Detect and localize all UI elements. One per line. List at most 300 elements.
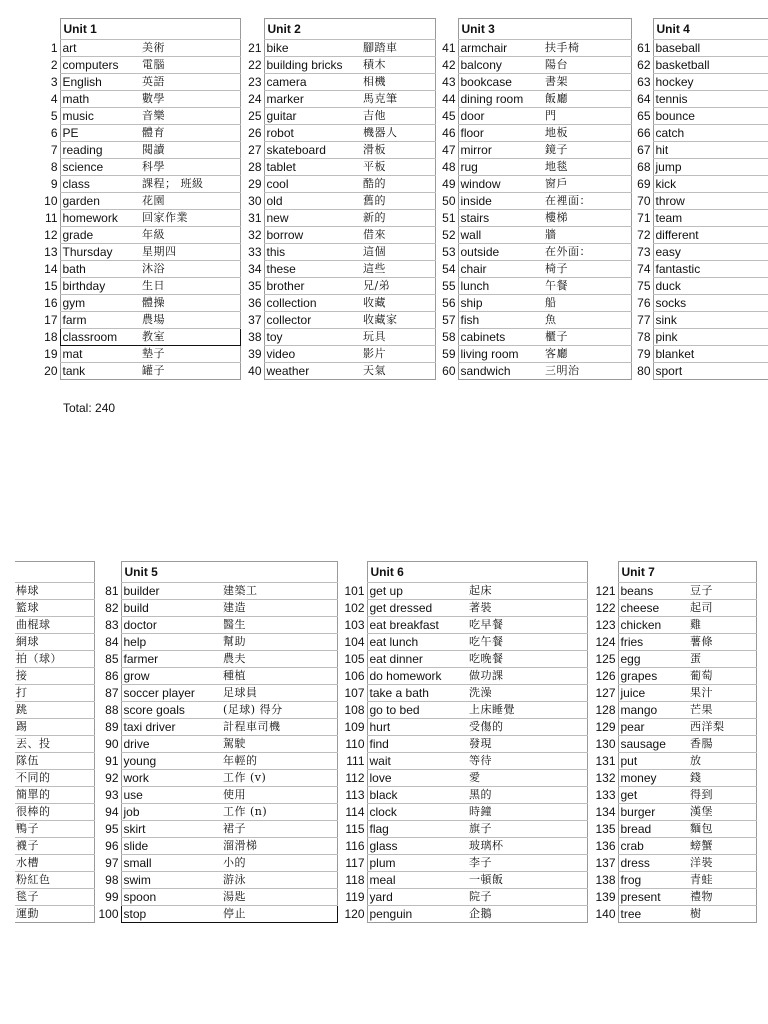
english-word: marker: [264, 91, 361, 108]
english-word: basketball: [653, 57, 768, 74]
english-word: drive: [121, 736, 221, 753]
row-number: 51: [442, 211, 456, 225]
english-word: math: [60, 91, 140, 108]
row-number: 71: [637, 211, 651, 225]
vocab-row: [343, 736, 587, 753]
english-word: egg: [618, 651, 688, 668]
row-number: 56: [442, 296, 456, 310]
row-number: 54: [442, 262, 456, 276]
english-word: this: [264, 244, 361, 261]
vocab-row: [590, 736, 756, 753]
english-word: jump: [653, 159, 768, 176]
row-number: 19: [44, 347, 58, 361]
unit-title: Unit 5: [121, 562, 337, 583]
vocab-row: [38, 312, 240, 329]
english-word: collection: [264, 295, 361, 312]
vocab-row: [242, 295, 435, 312]
row-number: 108: [344, 703, 365, 717]
vocab-row: [343, 702, 587, 719]
row-number: 82: [105, 601, 119, 615]
row-number: 78: [637, 330, 651, 344]
chinese-translation: 吃午餐: [467, 634, 587, 651]
row-number: 131: [595, 754, 616, 768]
english-word: dress: [618, 855, 688, 872]
chinese-translation: 星期四: [140, 244, 240, 261]
vocab-table: [242, 18, 436, 380]
chinese-translation: 相機: [361, 74, 435, 91]
english-word: inside: [458, 193, 543, 210]
row-number: 121: [595, 584, 616, 598]
row-number: 127: [595, 686, 616, 700]
row-number: 81: [105, 584, 119, 598]
vocab-row: [242, 74, 435, 91]
chinese-translation: 洗澡: [467, 685, 587, 702]
vocab-row: [343, 685, 587, 702]
vocab-row: [343, 787, 587, 804]
row-number: 76: [637, 296, 651, 310]
english-word: collector: [264, 312, 361, 329]
row-number: 58: [442, 330, 456, 344]
chinese-translation: 平板: [361, 159, 435, 176]
row-number: 120: [344, 907, 365, 921]
english-word: clock: [367, 804, 467, 821]
header-spacer: [15, 562, 95, 583]
vocab-row: [38, 193, 240, 210]
vocab-row: [242, 142, 435, 159]
vocab-row: [15, 719, 95, 736]
row-number: 15: [44, 279, 58, 293]
row-number: 110: [345, 737, 365, 751]
vocab-row: [590, 685, 756, 702]
row-number: 21: [248, 41, 262, 55]
row-number: 12: [44, 228, 58, 242]
vocab-row: [631, 295, 768, 312]
vocab-row: [343, 821, 587, 838]
row-number: 86: [105, 669, 119, 683]
row-number: 13: [44, 245, 58, 259]
vocab-row: [631, 329, 768, 346]
chinese-translation: 窗戶: [543, 176, 631, 193]
english-word: glass: [367, 838, 467, 855]
chinese-translation: 吃早餐: [467, 617, 587, 634]
row-number: 117: [345, 856, 365, 870]
row-number: 29: [248, 177, 262, 191]
chinese-translation: 漢堡: [688, 804, 756, 821]
header-spacer: [590, 562, 618, 583]
english-word: flag: [367, 821, 467, 838]
chinese-translation: 網球: [15, 634, 95, 651]
english-word: reading: [60, 142, 140, 159]
row-number: 97: [105, 856, 119, 870]
vocab-row: [590, 668, 756, 685]
chinese-translation: 受傷的: [467, 719, 587, 736]
chinese-translation: 音樂: [140, 108, 240, 125]
row-number: 96: [105, 839, 119, 853]
chinese-translation: 運動: [15, 906, 95, 923]
english-word: take a bath: [367, 685, 467, 702]
vocab-row: [97, 821, 337, 838]
row-number: 45: [442, 109, 456, 123]
english-word: crab: [618, 838, 688, 855]
english-word: burger: [618, 804, 688, 821]
vocab-row: [436, 346, 631, 363]
chinese-translation: 課程； 班級: [140, 176, 240, 193]
vocab-row: [242, 346, 435, 363]
english-word: taxi driver: [121, 719, 221, 736]
vocab-row: [590, 838, 756, 855]
vocab-row: [436, 74, 631, 91]
vocab-row: [242, 57, 435, 74]
vocab-row: [631, 193, 768, 210]
chinese-translation: 年級: [140, 227, 240, 244]
vocab-row: [436, 278, 631, 295]
vocab-row: [97, 651, 337, 668]
vocab-row: [590, 719, 756, 736]
vocab-row: [15, 685, 95, 702]
row-number: 23: [248, 75, 262, 89]
vocab-row: [631, 125, 768, 142]
chinese-translation: 在裡面：: [543, 193, 631, 210]
row-number: 20: [44, 364, 58, 378]
row-number: 36: [248, 296, 262, 310]
english-word: mango: [618, 702, 688, 719]
vocab-row: [590, 617, 756, 634]
vocab-row: [15, 702, 95, 719]
row-number: 48: [442, 160, 456, 174]
chinese-translation: 薯條: [688, 634, 756, 651]
english-word: bike: [264, 40, 361, 57]
chinese-translation: 等待: [467, 753, 587, 770]
vocab-row: [97, 753, 337, 770]
chinese-translation: 西洋梨: [688, 719, 756, 736]
english-word: floor: [458, 125, 543, 142]
chinese-translation: 毯子: [15, 889, 95, 906]
chinese-translation: 教室: [140, 329, 240, 346]
row-number: 133: [595, 788, 616, 802]
row-number: 91: [105, 754, 119, 768]
row-number: 22: [248, 58, 262, 72]
vocab-row: [590, 770, 756, 787]
row-number: 139: [595, 890, 616, 904]
english-word: different: [653, 227, 768, 244]
english-word: socks: [653, 295, 768, 312]
english-word: wait: [367, 753, 467, 770]
vocab-row: [631, 227, 768, 244]
chinese-translation: 時鐘: [467, 804, 587, 821]
english-word: soccer player: [121, 685, 221, 702]
vocab-row: [97, 804, 337, 821]
chinese-translation: 襪子: [15, 838, 95, 855]
english-word: farmer: [121, 651, 221, 668]
vocab-row: [590, 634, 756, 651]
english-word: camera: [264, 74, 361, 91]
row-number: 67: [637, 143, 651, 157]
chinese-translation: 借來: [361, 227, 435, 244]
row-number: 116: [345, 839, 365, 853]
vocab-row: [343, 719, 587, 736]
english-word: cool: [264, 176, 361, 193]
row-number: 53: [442, 245, 456, 259]
chinese-translation: 魚: [543, 312, 631, 329]
chinese-translation: 小的: [221, 855, 337, 872]
chinese-translation: 收藏家: [361, 312, 435, 329]
english-word: find: [367, 736, 467, 753]
english-word: get up: [367, 583, 467, 600]
english-word: juice: [618, 685, 688, 702]
unit-4-translations-cut: [15, 561, 95, 923]
header-spacer: [38, 19, 60, 40]
chinese-translation: 黑的: [467, 787, 587, 804]
chinese-translation: 上床睡覺: [467, 702, 587, 719]
vocab-row: [242, 91, 435, 108]
vocab-row: [38, 91, 240, 108]
english-word: garden: [60, 193, 140, 210]
chinese-translation: 踢: [15, 719, 95, 736]
english-word: team: [653, 210, 768, 227]
vocab-row: [343, 668, 587, 685]
row-number: 26: [248, 126, 262, 140]
english-word: help: [121, 634, 221, 651]
vocab-row: [343, 872, 587, 889]
vocab-row: [436, 40, 631, 57]
vocab-row: [242, 329, 435, 346]
row-number: 77: [637, 313, 651, 327]
english-word: bounce: [653, 108, 768, 125]
english-word: balcony: [458, 57, 543, 74]
vocab-row: [242, 193, 435, 210]
vocab-row: [97, 736, 337, 753]
chinese-translation: 舊的: [361, 193, 435, 210]
unit-title: Unit 2: [264, 19, 435, 40]
row-number: 49: [442, 177, 456, 191]
vocab-row: [242, 363, 435, 380]
vocab-row: [590, 787, 756, 804]
row-number: 32: [248, 228, 262, 242]
chinese-translation: 愛: [467, 770, 587, 787]
chinese-translation: 機器人: [361, 125, 435, 142]
row-number: 40: [248, 364, 262, 378]
chinese-translation: 駕駛: [221, 736, 337, 753]
vocab-row: [590, 600, 756, 617]
chinese-translation: 天氣: [361, 363, 435, 380]
chinese-translation: 三明治: [543, 363, 631, 380]
row-number: 57: [442, 313, 456, 327]
vocab-row: [38, 363, 240, 380]
vocab-row: [343, 753, 587, 770]
row-number: 8: [50, 160, 58, 174]
vocab-row: [15, 889, 95, 906]
english-word: stairs: [458, 210, 543, 227]
english-word: get dressed: [367, 600, 467, 617]
row-number: 111: [346, 754, 365, 768]
row-number: 25: [248, 109, 262, 123]
vocab-row: [590, 872, 756, 889]
english-word: love: [367, 770, 467, 787]
row-number: 39: [248, 347, 262, 361]
vocab-row: [631, 278, 768, 295]
vocab-row: [97, 600, 337, 617]
vocab-row: [343, 889, 587, 906]
english-word: building bricks: [264, 57, 361, 74]
row-number: 122: [595, 601, 616, 615]
vocab-row: [590, 889, 756, 906]
vocab-row: [343, 600, 587, 617]
row-number: 43: [442, 75, 456, 89]
unit-2-table: [242, 18, 436, 380]
vocab-row: [38, 295, 240, 312]
chinese-translation: 錢: [688, 770, 756, 787]
vocab-row: [343, 651, 587, 668]
vocab-row: [343, 838, 587, 855]
vocab-row: [15, 838, 95, 855]
chinese-translation: 棒球: [15, 583, 95, 600]
english-word: outside: [458, 244, 543, 261]
vocab-row: [15, 583, 95, 600]
row-number: 74: [637, 262, 651, 276]
english-word: toy: [264, 329, 361, 346]
row-number: 115: [345, 822, 365, 836]
chinese-translation: 樓梯: [543, 210, 631, 227]
chinese-translation: 丟、投: [15, 736, 95, 753]
chinese-translation: 客廳: [543, 346, 631, 363]
vocab-row: [15, 804, 95, 821]
chinese-translation: 李子: [467, 855, 587, 872]
chinese-translation: 隊伍: [15, 753, 95, 770]
chinese-translation: 扶手椅: [543, 40, 631, 57]
vocab-row: [15, 821, 95, 838]
vocab-row: [590, 753, 756, 770]
row-number: 94: [105, 805, 119, 819]
unit-title: Unit 4: [653, 19, 768, 40]
vocab-row: [242, 125, 435, 142]
row-number: 46: [442, 126, 456, 140]
vocab-row: [631, 244, 768, 261]
chinese-translation: 工作 (v): [221, 770, 337, 787]
english-word: do homework: [367, 668, 467, 685]
vocab-row: [15, 651, 95, 668]
english-word: penguin: [367, 906, 467, 923]
english-word: guitar: [264, 108, 361, 125]
row-number: 60: [442, 364, 456, 378]
vocab-row: [242, 210, 435, 227]
chinese-translation: 罐子: [140, 363, 240, 380]
chinese-translation: 院子: [467, 889, 587, 906]
vocab-row: [436, 108, 631, 125]
row-number: 134: [595, 805, 616, 819]
chinese-translation: 粉紅色: [15, 872, 95, 889]
chinese-translation: 腳踏車: [361, 40, 435, 57]
vocab-row: [15, 736, 95, 753]
chinese-translation: 新的: [361, 210, 435, 227]
row-number: 98: [105, 873, 119, 887]
vocab-row: [436, 227, 631, 244]
english-word: fantastic: [653, 261, 768, 278]
chinese-translation: 英語: [140, 74, 240, 91]
row-number: 123: [595, 618, 616, 632]
chinese-translation: 牆: [543, 227, 631, 244]
vocab-row: [38, 244, 240, 261]
chinese-translation: 體育: [140, 125, 240, 142]
chinese-translation: 麵包: [688, 821, 756, 838]
chinese-translation: 旗子: [467, 821, 587, 838]
vocab-row: [631, 74, 768, 91]
english-word: eat breakfast: [367, 617, 467, 634]
vocab-row: [590, 804, 756, 821]
vocab-row: [15, 770, 95, 787]
row-number: 18: [44, 330, 58, 344]
row-number: 59: [442, 347, 456, 361]
unit-1-table: [38, 18, 241, 380]
row-number: 106: [344, 669, 365, 683]
row-number: 101: [344, 584, 365, 598]
row-number: 9: [50, 177, 58, 191]
row-number: 47: [442, 143, 456, 157]
header-spacer: [343, 562, 367, 583]
chinese-translation: 閱讀: [140, 142, 240, 159]
chinese-translation: 電腦: [140, 57, 240, 74]
vocab-row: [343, 617, 587, 634]
english-word: swim: [121, 872, 221, 889]
vocab-row: [590, 583, 756, 600]
chinese-translation: 地板: [543, 125, 631, 142]
english-word: black: [367, 787, 467, 804]
row-number: 124: [595, 635, 616, 649]
vocab-row: [97, 685, 337, 702]
vocab-table: [38, 18, 241, 380]
chinese-translation: 門: [543, 108, 631, 125]
english-word: door: [458, 108, 543, 125]
vocab-row: [242, 244, 435, 261]
english-word: bread: [618, 821, 688, 838]
english-word: job: [121, 804, 221, 821]
english-word: easy: [653, 244, 768, 261]
vocab-row: [436, 261, 631, 278]
row-number: 100: [98, 907, 119, 921]
chinese-translation: 螃蟹: [688, 838, 756, 855]
vocab-row: [242, 278, 435, 295]
vocab-table: [436, 18, 632, 380]
vocab-row: [15, 855, 95, 872]
vocab-row: [631, 142, 768, 159]
vocab-row: [343, 583, 587, 600]
english-word: cabinets: [458, 329, 543, 346]
vocab-row: [97, 770, 337, 787]
row-number: 99: [105, 890, 119, 904]
chinese-translation: 吃晚餐: [467, 651, 587, 668]
row-number: 72: [637, 228, 651, 242]
english-word: sink: [653, 312, 768, 329]
vocab-row: [242, 159, 435, 176]
vocab-row: [343, 804, 587, 821]
vocab-row: [15, 906, 95, 923]
english-word: sport: [653, 363, 768, 380]
chinese-translation: 打: [15, 685, 95, 702]
english-word: yard: [367, 889, 467, 906]
chinese-translation: 起床: [467, 583, 587, 600]
row-number: 137: [595, 856, 616, 870]
vocab-row: [38, 74, 240, 91]
english-word: rug: [458, 159, 543, 176]
vocab-row: [631, 261, 768, 278]
vocab-row: [38, 108, 240, 125]
english-word: PE: [60, 125, 140, 142]
row-number: 28: [248, 160, 262, 174]
row-number: 16: [44, 296, 58, 310]
unit-7-table: [590, 561, 757, 923]
row-number: 75: [637, 279, 651, 293]
chinese-translation: 這個: [361, 244, 435, 261]
row-number: 44: [442, 92, 456, 106]
